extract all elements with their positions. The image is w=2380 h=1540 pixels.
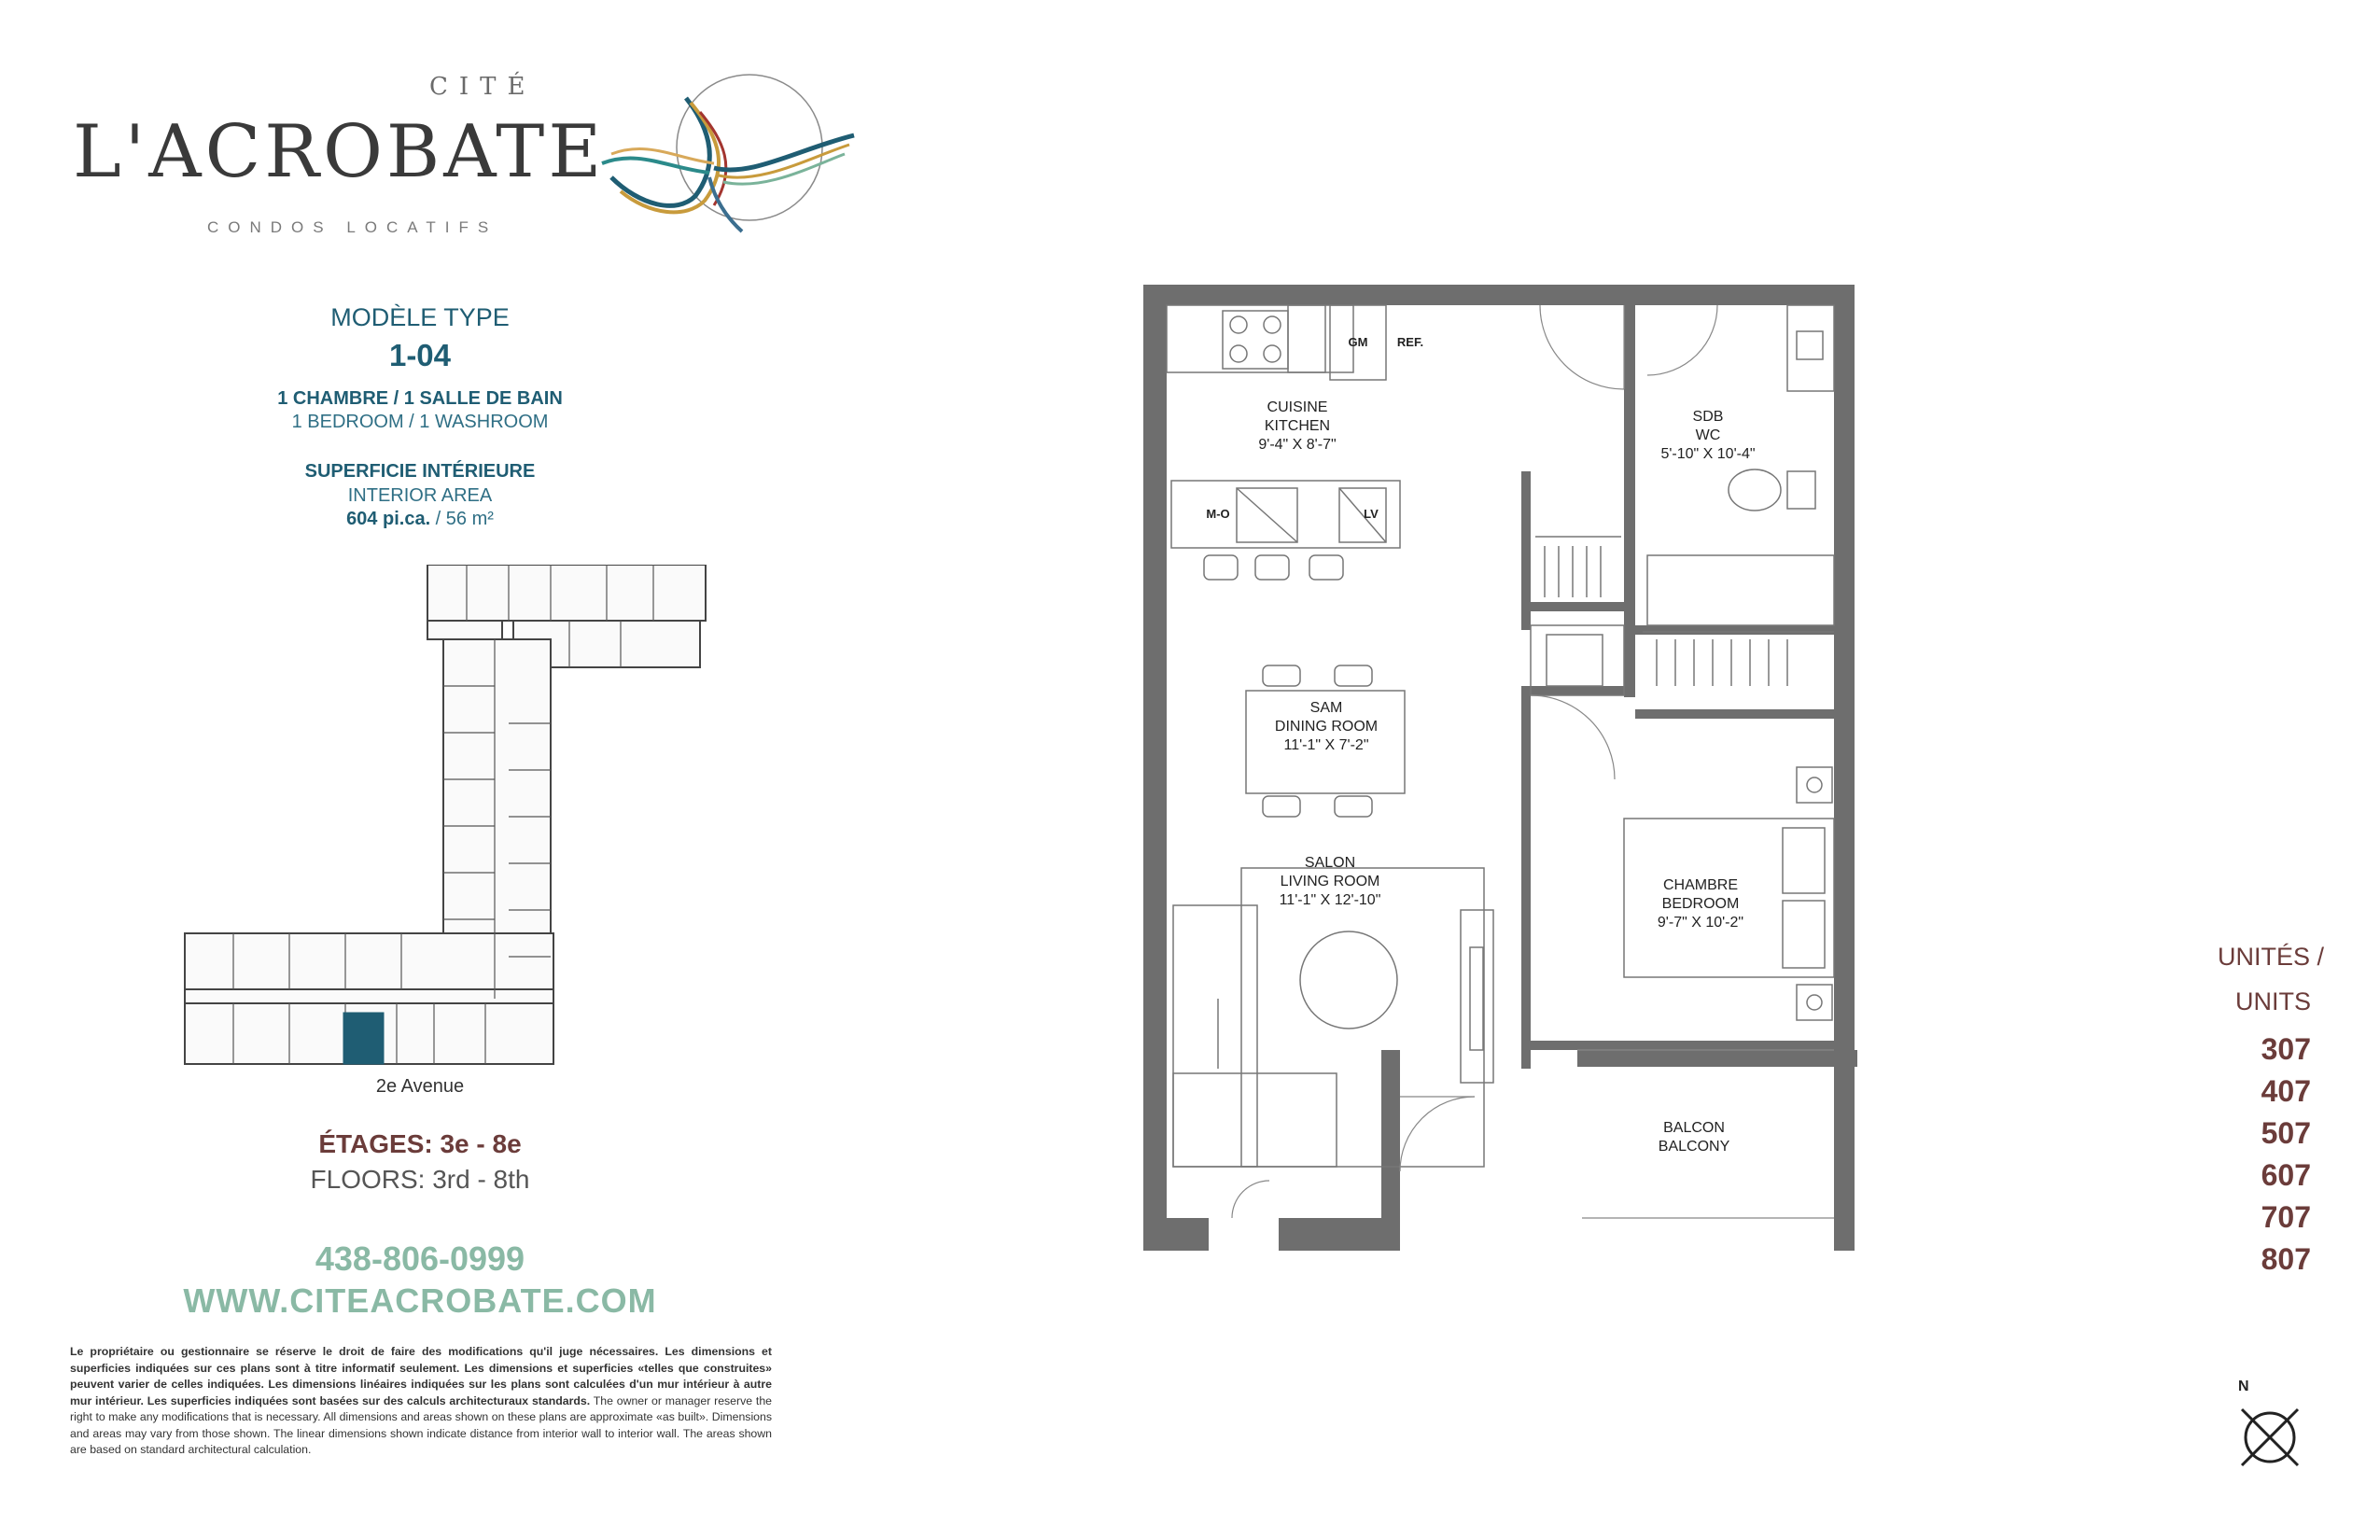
bedroom-en: BEDROOM	[1661, 896, 1740, 912]
unit-number: 707	[2261, 1200, 2311, 1234]
unit-number: 307	[2261, 1032, 2311, 1066]
kitchen-fr: CUISINE	[1267, 399, 1328, 415]
area-m2: / 56 m²	[430, 509, 494, 529]
living-en: LIVING ROOM	[1280, 874, 1380, 889]
dining-en: DINING ROOM	[1274, 719, 1379, 735]
floors-english: FLOORS: 3rd - 8th	[310, 1165, 530, 1194]
washer-label: LV	[1364, 507, 1379, 521]
bath-dim: 5'-10" X 10'-4"	[1660, 446, 1756, 462]
area-label-french: SUPERFICIE INTÉRIEURE	[304, 461, 536, 482]
rooms-english: 1 BEDROOM / 1 WASHROOM	[291, 412, 549, 432]
model-type-label: MODÈLE TYPE	[330, 303, 510, 331]
floors-french: ÉTAGES: 3e - 8e	[318, 1129, 522, 1158]
building-key-plan	[177, 565, 756, 1092]
bedroom-fr: CHAMBRE	[1662, 877, 1739, 893]
units-label-english: UNITS	[2235, 987, 2311, 1015]
logo-tagline: CONDOS LOCATIFS	[207, 218, 498, 236]
kitchen-dim: 9'-4" X 8'-7"	[1258, 437, 1337, 453]
acrobat-logo-icon	[583, 65, 863, 238]
walls	[1143, 285, 1857, 1251]
unit-number: 607	[2261, 1158, 2311, 1192]
unit-number: 407	[2261, 1074, 2311, 1108]
north-compass-icon	[2221, 1372, 2315, 1475]
disclaimer-english: The owner or manager reserve the right to make any modifications that is necessary. All dimensions and areas shown on these plans are approximate «as built». Dimensions and areas may vary from those shown. The linear dimensions shown indicate distance from interior wall to interior wall. The areas shown are based on standard architectural calculation.	[70, 1393, 772, 1456]
street-label: 2e Avenue	[375, 1076, 465, 1097]
dining-fr: SAM	[1309, 700, 1343, 716]
bedroom-dim: 9'-7" X 10'-2"	[1657, 915, 1744, 931]
fridge-label: REF.	[1396, 335, 1424, 349]
legal-disclaimer	[70, 1344, 772, 1459]
bath-en: WC	[1695, 427, 1721, 443]
logo-name: L'ACROBATE	[73, 110, 606, 194]
unit-number: 507	[2261, 1116, 2311, 1150]
disclaimer-french: Le propriétaire ou gestionnaire se réserve le droit de faire des modifications qu'il juge nécessaires. Les dimensions et superficies indiquées sur ces plans sont à titre informatif seulement. Les dimensions et superficies «telles que construites» peuvent varier de celles indiquées. Les dimensions linéaires indiquées sur les plans sont calculées d'un mur intérieur à autre mur intérieur. Les superficies indiquées sont basées sur des calculs architecturaux standards.	[70, 1345, 772, 1407]
phone-number[interactable]: 438-806-0999	[315, 1239, 525, 1278]
kitchen-en: KITCHEN	[1264, 418, 1331, 434]
area-value	[233, 509, 607, 530]
area-label-english: INTERIOR AREA	[347, 485, 493, 506]
unit-floor-plan	[1143, 285, 1871, 1255]
living-fr: SALON	[1304, 855, 1356, 871]
microwave-label: M-O	[1206, 507, 1230, 521]
balcony-en: BALCONY	[1658, 1139, 1730, 1155]
units-label-french: UNITÉS /	[2217, 943, 2324, 971]
balcony-fr: BALCON	[1663, 1120, 1725, 1136]
logo-cite-text: CITÉ	[429, 73, 537, 101]
rooms-french: 1 CHAMBRE / 1 SALLE DE BAIN	[277, 388, 563, 409]
unit-number: 807	[2261, 1242, 2311, 1276]
bath-fr: SDB	[1692, 409, 1724, 425]
highlighted-unit	[343, 1013, 384, 1064]
area-sqft: 604 pi.ca.	[346, 509, 431, 529]
living-dim: 11'-1" X 12'-10"	[1279, 892, 1381, 908]
website-link[interactable]: WWW.CITEACROBATE.COM	[183, 1281, 657, 1320]
model-code: 1-04	[388, 338, 452, 372]
north-label: N	[2238, 1379, 2249, 1394]
dining-dim: 11'-1" X 7'-2"	[1283, 737, 1369, 753]
dishwasher-label: GM	[1348, 335, 1368, 349]
